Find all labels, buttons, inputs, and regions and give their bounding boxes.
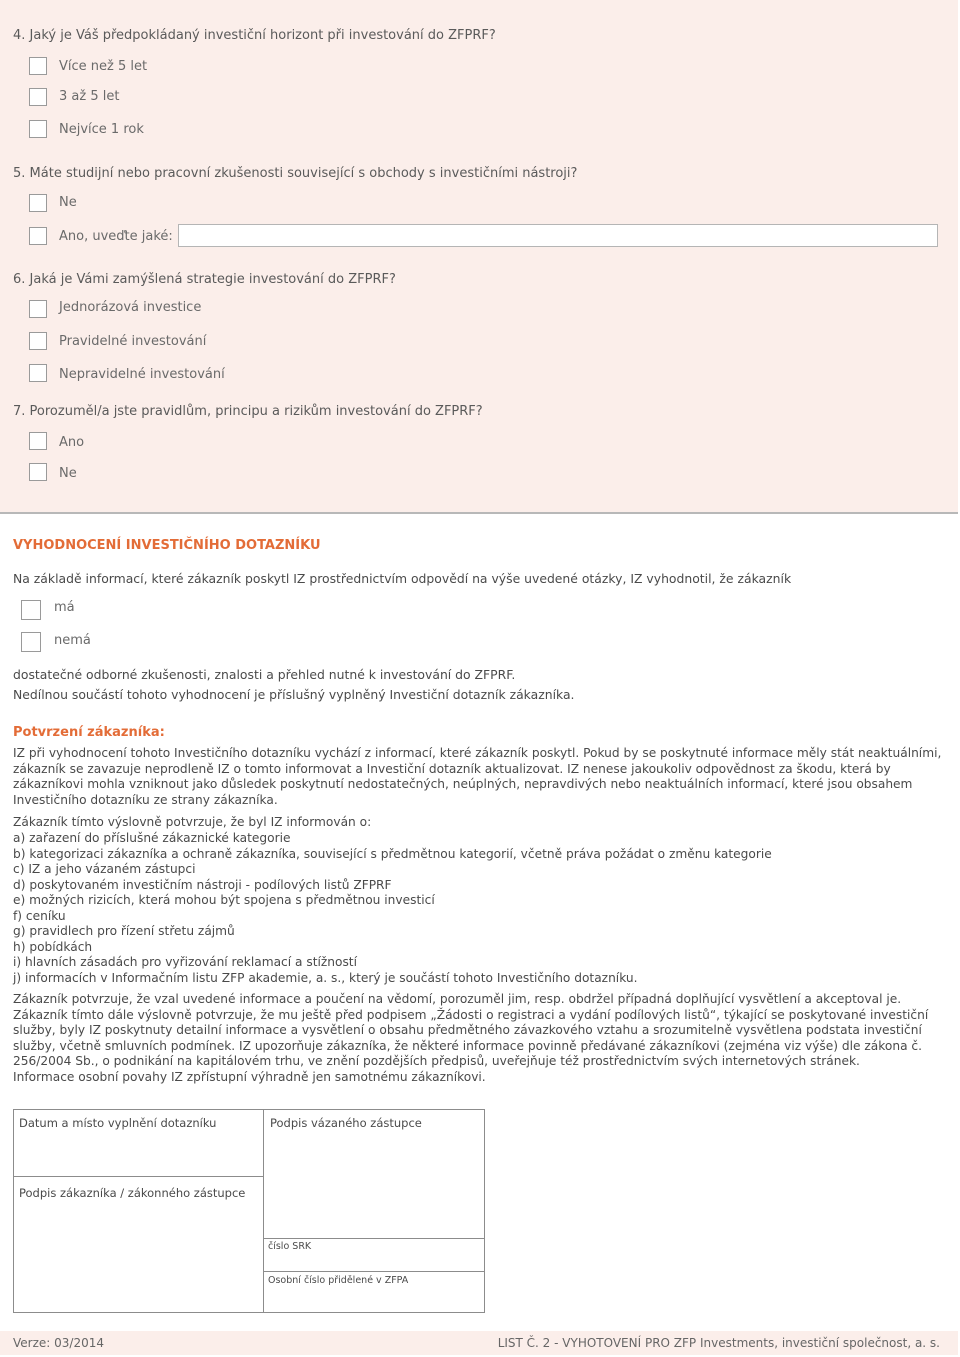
- checkbox-evaluation-has-not[interactable]: [21, 632, 41, 652]
- signature-divider: [13, 1176, 263, 1177]
- list-item: j) informacích v Informačním listu ZFP akademie, a. s., který je součástí tohoto Investičního dotazníku.: [13, 970, 638, 985]
- checkbox-q5-yes[interactable]: [29, 227, 47, 245]
- checkbox-q4-more-than-5[interactable]: [29, 57, 47, 75]
- signature-divider: [263, 1109, 264, 1313]
- list-item: b) kategorizaci zákazníka a ochraně zákazníka, související s předmětnou kategorií, včetně práva požádat o změnu kategorie: [13, 846, 772, 861]
- list-item: d) poskytovaném investičním nástroji - podílových listů ZFPRF: [13, 877, 392, 892]
- option-label: Ne: [59, 466, 77, 481]
- option-label: Ano: [59, 435, 85, 450]
- experience-detail-field[interactable]: [178, 224, 938, 247]
- confirmation-paragraph-2: Zákazník potvrzuje, že vzal uvedené informace a poučení na vědomí, porozuměl jim, resp. obdržel případná doplňující vysvětlení a akceptoval je. Zákazník tímto dále výslovně potvrzuje, že mu ještě před podpisem „Žádosti o registraci a vydání podílových listů“, týkající se poskytované investiční služby, byly IZ poskytnuty detailní informace a vysvětlení o obsahu předmětného závazkového vztahu a srozumitelně vysvětlena podstata investiční služby, včetně smluvních podmínek. IZ upozorňuje zákazníka, že některé informace povinně předávané zákazníkovi (zejména viz výše) dle zákona č. 256/2004 Sb., o podnikání na kapitálovém trhu, ve znění pozdějších předpisů, uveřejňuje též prostřednictvím svých internetových stránek.: [13, 992, 929, 1068]
- evaluation-intro: Na základě informací, které zákazník poskytl IZ prostřednictvím odpovědí na výše uvedené otázky, IZ vyhodnotil, že zákazník: [13, 571, 792, 586]
- question-5: 5. Máte studijní nebo pracovní zkušenosti související s obchody s investičními nástroji?: [13, 166, 578, 181]
- checkbox-evaluation-has[interactable]: [21, 600, 41, 620]
- personal-number-field[interactable]: Osobní číslo přidělené v ZFPA: [268, 1275, 409, 1286]
- option-label: Jednorázová investice: [59, 300, 202, 315]
- option-label: Pravidelné investování: [59, 334, 207, 349]
- list-item: g) pravidlech pro řízení střetu zájmů: [13, 924, 235, 938]
- option-label: 3 až 5 let: [59, 89, 120, 104]
- list-item: i) hlavních zásadách pro vyřizování reklamací a stížností: [13, 955, 357, 969]
- question-7: 7. Porozuměl/a jste pravidlům, principu a rizikům investování do ZFPRF?: [13, 404, 483, 419]
- checkbox-q5-no[interactable]: [29, 194, 47, 212]
- confirmation-list-intro: Zákazník tímto výslovně potvrzuje, že byl IZ informován o:: [13, 815, 372, 829]
- option-label: Ne: [59, 195, 77, 210]
- confirmation-paragraph-3: Informace osobní povahy IZ zpřístupní výhradně jen samotnému zákazníkovi.: [13, 1070, 486, 1084]
- question-4: 4. Jaký je Váš předpokládaný investiční horizont při investování do ZFPRF?: [13, 28, 496, 43]
- checkbox-q7-no[interactable]: [29, 463, 47, 481]
- option-label: nemá: [54, 633, 91, 648]
- questionnaire-panel: [0, 0, 958, 514]
- list-item: e) možných rizicích, která mohou být spojena s předmětnou investicí: [13, 893, 435, 907]
- checkbox-q6-irregular[interactable]: [29, 364, 47, 382]
- question-6: 6. Jaká je Vámi zamýšlená strategie investování do ZFPRF?: [13, 272, 396, 287]
- date-place-field[interactable]: Datum a místo vyplnění dotazníku: [19, 1116, 217, 1130]
- agent-signature-field[interactable]: Podpis vázaného zástupce: [270, 1116, 422, 1130]
- list-item: c) IZ a jeho vázaném zástupci: [13, 862, 196, 876]
- checkbox-q4-3-to-5[interactable]: [29, 88, 47, 106]
- evaluation-line-2: Nedílnou součástí tohoto vyhodnocení je příslušný vyplněný Investiční dotazník zákazníka.: [13, 687, 575, 702]
- option-label: Nepravidelné investování: [59, 367, 225, 382]
- option-label: Více než 5 let: [59, 59, 148, 74]
- page-footer: [0, 1331, 958, 1355]
- signature-table: [13, 1109, 485, 1313]
- evaluation-line-1: dostatečné odborné zkušenosti, znalosti a přehled nutné k investování do ZFPRF.: [13, 667, 516, 682]
- option-label: Nejvíce 1 rok: [59, 122, 144, 137]
- evaluation-heading: VYHODNOCENÍ INVESTIČNÍHO DOTAZNÍKU: [13, 538, 321, 553]
- checkbox-q6-regular[interactable]: [29, 332, 47, 350]
- option-label: má: [54, 600, 75, 615]
- confirmation-paragraph-1: IZ při vyhodnocení tohoto Investičního dotazníku vychází z informací, které zákazník poskytl. Pokud by se poskytnuté informace měly stát neaktuálními, zákazník se zavazuje neprodleně IZ o tomto informovat a Investiční dotazník aktualizovat. IZ nenese jakoukoliv odpovědnost za škodu, která by zákazníkovi mohla vzniknout jako důsledek poskytnutí nedostatečných, neúplných, nepravdivých nebo neaktuálních informací, které jsou obsahem Investičního dotazníku ze strany zákazníka.: [13, 746, 942, 807]
- customer-signature-field[interactable]: Podpis zákazníka / zákonného zástupce: [19, 1186, 246, 1200]
- checkbox-q6-one-time[interactable]: [29, 300, 47, 318]
- list-item: f) ceníku: [13, 908, 66, 923]
- list-item: a) zařazení do příslušné zákaznické kategorie: [13, 831, 291, 845]
- version-label: Verze: 03/2014: [13, 1336, 104, 1350]
- checkbox-q7-yes[interactable]: [29, 432, 47, 450]
- confirmation-heading: Potvrzení zákazníka:: [13, 725, 165, 740]
- signature-divider: [263, 1271, 485, 1272]
- checkbox-q4-max-1[interactable]: [29, 120, 47, 138]
- srk-number-field[interactable]: číslo SRK: [268, 1241, 312, 1252]
- option-label: Ano, uveďte jaké:: [59, 229, 173, 244]
- sheet-label: LIST Č. 2 - VYHOTOVENÍ PRO ZFP Investments, investiční společnost, a. s.: [497, 1336, 940, 1350]
- list-item: h) pobídkách: [13, 939, 93, 954]
- signature-divider: [263, 1238, 485, 1239]
